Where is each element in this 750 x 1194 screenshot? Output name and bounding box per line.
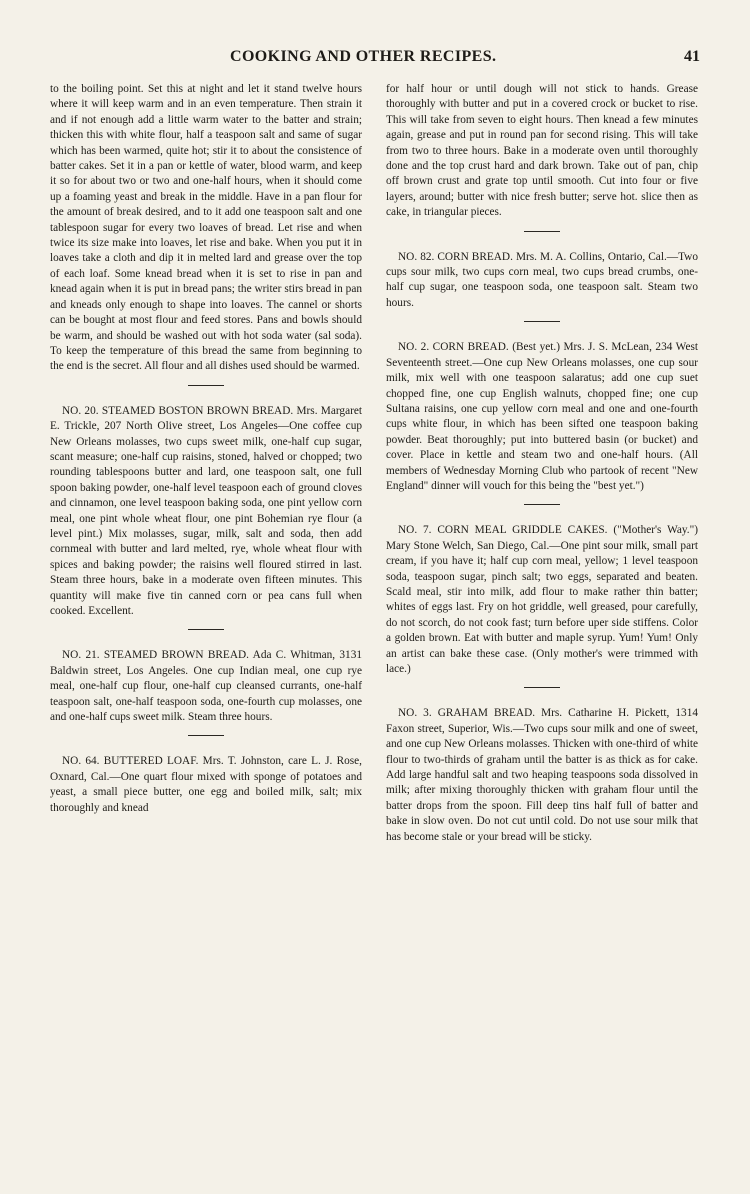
recipe-continuation-paragraph: to the boiling point. Set this at night and let it stand twelve hours where it will keep warm and in an even temperature. Then strain it and if not enough add a little warm water to the batter and strain; thicken this with white flour, half a teaspoon salt and same of sugar which has been warmed, quite hot; stir it to about the consistence of batter cakes. Set it in a pan or kettle of water, blood warm, and keep it so for about two or two and one-half hours, when it should come up a foaming yeast and break in the middle. Have in a pan flour for the amount of break desired, and to it add one teaspoon salt and one tablespoon sugar for every two loaves of bread. Let rise and when twice its size make into loaves, let rise and bake. When you put it in loaves take a cloth and dip it in melted lard and grease over the top of each loaf. Some knead bread when it is set to rise in pan and knead again when it is put in bread pans; the writer stirs bread in pan and kneads only enough to shape into loaves. The cannel or shorts can be bought at most flour and feed stores. Pans and bowls should be warm, and should be washed out with hot soda water (sal soda). To keep the temperature of this bread the same from beginning to the end is the secret. All flour and all dishes used should be warmed. bbox=[50, 83, 362, 373]
section-divider bbox=[524, 687, 560, 688]
recipe-steamed-brown-bread: NO. 21. STEAMED BROWN BREAD. Ada C. Whitman, 3131 Baldwin street, Los Angeles. One cup Indian meal, one cup rye meal, one-half cup flour, one-half cup cleansed currants, one-half teaspoon salt, one-half teaspoon soda, one-fourth cup molasses, one and one-half cups sweet milk. Steam three hours. bbox=[50, 649, 362, 724]
recipe-corn-bread-collins: NO. 82. CORN BREAD. Mrs. M. A. Collins, Ontario, Cal.—Two cups sour milk, two cups corn meal, two cups bread crumbs, one-half cup sugar, one teaspoon soda, one teaspoon salt. Steam two hours. bbox=[386, 250, 698, 309]
page-number: 41 bbox=[684, 48, 700, 65]
running-head bbox=[0, 48, 750, 70]
section-divider bbox=[524, 231, 560, 232]
left-column bbox=[50, 82, 362, 816]
section-divider bbox=[188, 735, 224, 736]
recipe-graham-bread: NO. 3. GRAHAM BREAD. Mrs. Catharine H. Pickett, 1314 Faxon street, Superior, Wis.—Two cups sour milk and one of sweet, and one cup New Orleans molasses. Thicken with one-third of white flour to two-thirds of graham until the batter is as thick as for cake. Add large handful salt and two heaping teaspoons soda dissolved in milk; after mixing thoroughly thicken with graham flour until the batter drops from the spoon. Fill deep tins half full of batter and bake in slow oven. Do not cut until cold. Do not use sour milk that has become stale or your bread will be sticky. bbox=[386, 707, 698, 843]
recipe-buttered-loaf: NO. 64. BUTTERED LOAF. Mrs. T. Johnston, care L. J. Rose, Oxnard, Cal.—One quart flour mixed with sponge of potatoes and yeast, a small piece butter, one egg and boiled milk, salt; mix thoroughly and knead bbox=[50, 755, 362, 814]
recipe-corn-meal-griddle-cakes: NO. 7. CORN MEAL GRIDDLE CAKES. ("Mother's Way.") Mary Stone Welch, San Diego, Cal.—One pint sour milk, small part cream, if you have it; half cup corn meal, yellow; 1 level teaspoon soda, teaspoon sugar, pinch salt; two eggs, separated and beaten. Scald meal, stir into milk, add flour to make rather thin batter; whites of eggs last. Fry on hot griddle, well greased, pour carefully, do not scorch, do not cook fast; turn before uper side stiffens. Color a golden brown. Eat with butter and maple syrup. Yum! Yum! Only an artist can bake these case. (Only mother's were trimmed with lace.) bbox=[386, 524, 698, 675]
section-divider bbox=[188, 629, 224, 630]
recipe-corn-bread-mclean: NO. 2. CORN BREAD. (Best yet.) Mrs. J. S. McLean, 234 West Seventeenth street.—One cup New Orleans molasses, one cup sour milk, mix well with one teaspoon salaratus; add one cup suet chopped fine, one cup English walnuts, chopped fine; one cup Sultana raisins, one cup yellow corn meal and one and one-fourth cups white flour, in which has been sifted one teaspoon baking powder. Beat thoroughly; put into buttered basin (or bucket) and cover. Place in kettle and steam two and one-half hours. (All members of Wednesday Morning Club who partook of recent "New England" dinner will vouch for this being the "best yet.") bbox=[386, 341, 698, 492]
recipe-steamed-boston-brown-bread: NO. 20. STEAMED BOSTON BROWN BREAD. Mrs. Margaret E. Trickle, 207 North Olive street, Los Angeles—One coffee cup New Orleans molasses, two cups sweet milk, one-half cup sugar, scant measure; one-half cup raisins, stoned, halved or chopped; two rounding tablespoons butter and lard, one teaspoon salt, one full spoon baking powder, one-half level teaspoon each of ground cloves and cinnamon, one level teaspoon baking soda, one pint yellow corn meal, one pint whole wheat flour, one pint Bohemian rye flour (a level pint.) Mix molasses, sugar, milk, salt and soda, then add cornmeal with butter and lard melted, rye, whole wheat flour with spices and baking powder; the raisins well floured stirred in last. Steam three hours, bake in a moderate oven fifteen minutes. This quantity will make five tin canned corn or pea cans full when cooked. Excellent. bbox=[50, 404, 362, 617]
recipe-buttered-loaf-continuation: for half hour or until dough will not stick to hands. Grease thoroughly with butter and put in a covered crock or bucket to rise. This will take from seven to eight hours. Then knead a few minutes again, grease and put in round pan for second rising. This will take from two to three hours. Bake in a moderate oven until thoroughly done and the top crust hard and dark brown. Take out of pan, chip off brown crust and grate top until smooth. Cut into four or five layers, around; butter with nice fresh butter; serve hot. slice then as cake, in triangular pieces. bbox=[386, 83, 698, 219]
right-column bbox=[386, 82, 698, 845]
section-divider bbox=[524, 504, 560, 505]
page-title: COOKING AND OTHER RECIPES. bbox=[230, 48, 497, 65]
section-divider bbox=[524, 321, 560, 322]
section-divider bbox=[188, 385, 224, 386]
